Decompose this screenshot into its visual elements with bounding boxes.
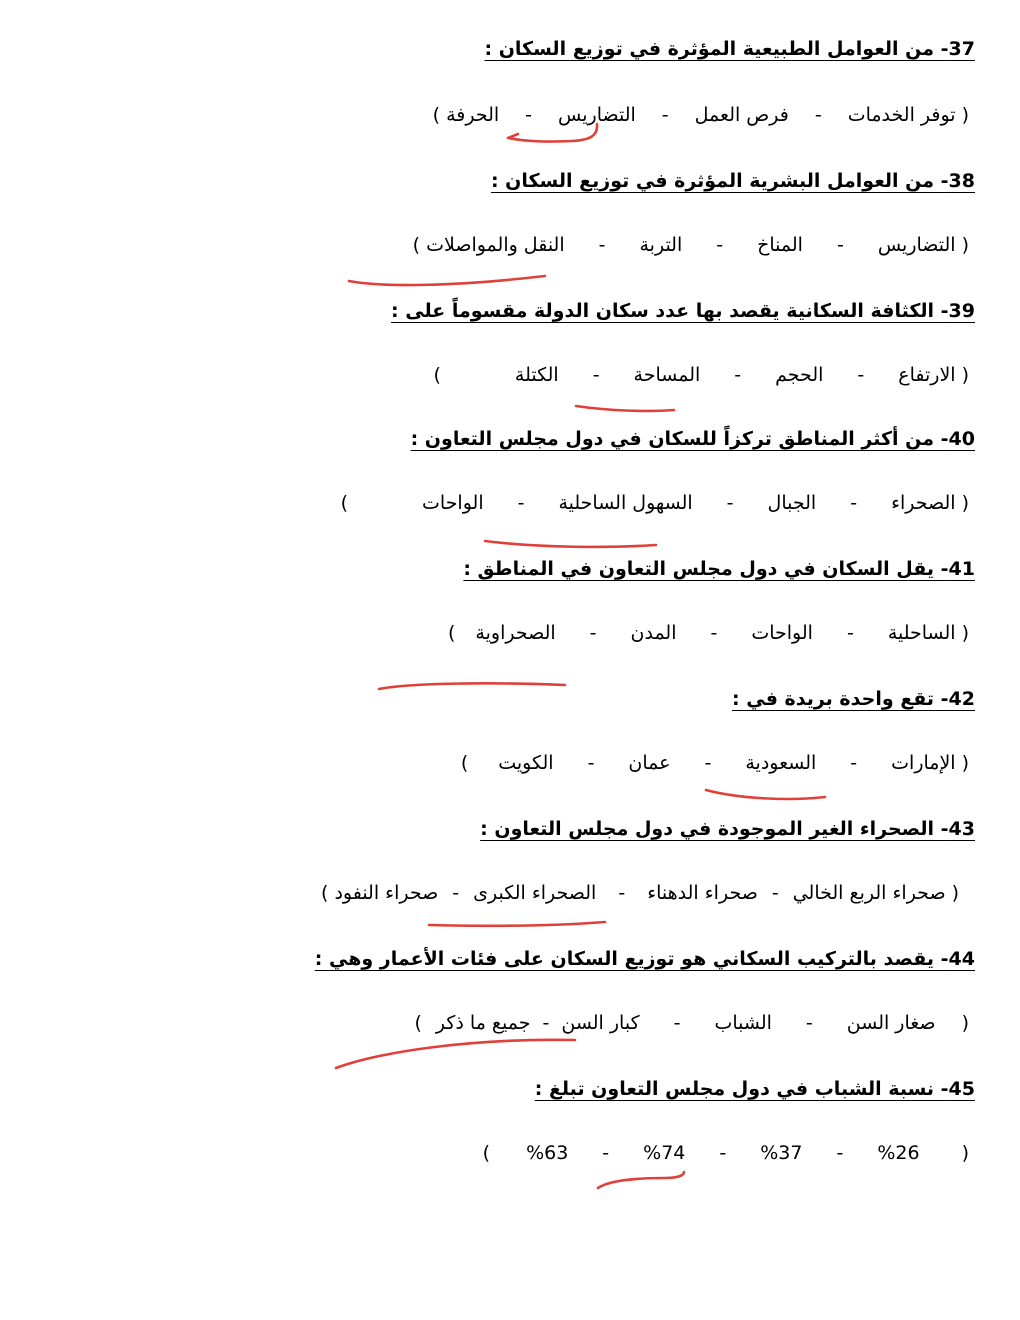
option-42-d[interactable]: الكويت [498, 752, 554, 774]
option-44-c[interactable]: كبار السن [561, 1012, 640, 1034]
answer-mark-37 [508, 124, 597, 142]
option-38-d[interactable]: النقل والمواصلات [426, 234, 565, 256]
option-37-d[interactable]: الحرفة [446, 104, 500, 126]
option-43-d[interactable]: صحراء النفود [334, 882, 439, 904]
option-40-c[interactable]: السهول الساحلية [558, 492, 693, 514]
options-40: ( الصحراء - الجبال - السهول الساحلية - الواحات ) [340, 492, 969, 514]
option-43-a[interactable]: صحراء الربع الخالي [792, 882, 946, 904]
option-39-d[interactable]: الكتلة [514, 364, 559, 386]
option-43-c[interactable]: الصحراء الكبرى [473, 882, 597, 904]
option-38-a[interactable]: التضاريس [877, 234, 956, 256]
question-41: 41- يقل السكان في دول مجلس التعاون في المناطق : [463, 558, 975, 580]
option-45-a[interactable]: %26 [877, 1142, 920, 1164]
option-39-b[interactable]: الحجم [775, 364, 824, 386]
option-43-b[interactable]: صحراء الدهناء [647, 882, 758, 904]
option-42-a[interactable]: الإمارات [891, 752, 956, 774]
option-37-c[interactable]: التضاريس [558, 104, 636, 126]
answer-mark-41 [379, 683, 565, 689]
option-44-b[interactable]: الشباب [714, 1012, 772, 1034]
option-40-a[interactable]: الصحراء [891, 492, 956, 514]
options-45: ( %26 - %37 - %74 - %63 ) [482, 1142, 969, 1164]
answer-mark-45 [598, 1172, 684, 1188]
answer-mark-44 [336, 1040, 575, 1068]
question-37: 37- من العوامل الطبيعية المؤثرة في توزيع السكان : [484, 38, 975, 60]
option-38-c[interactable]: التربة [639, 234, 683, 256]
question-38: 38- من العوامل البشرية المؤثرة في توزيع السكان : [490, 170, 975, 192]
question-45: 45- نسبة الشباب في دول مجلس التعاون تبلغ : [534, 1078, 975, 1100]
answer-mark-40 [485, 541, 656, 547]
question-42: 42- تقع واحدة بريدة في : [732, 688, 975, 710]
question-39: 39- الكثافة السكانية يقصد بها عدد سكان الدولة مقسوماً على : [391, 300, 975, 322]
question-43: 43- الصحراء الغير الموجودة في دول مجلس التعاون : [480, 818, 975, 840]
option-41-d[interactable]: الصحراوية [475, 622, 556, 644]
option-41-a[interactable]: الساحلية [887, 622, 956, 644]
option-37-b[interactable]: فرص العمل [694, 104, 789, 126]
option-38-b[interactable]: المناخ [757, 234, 803, 256]
options-44: ( صغار السن - الشباب - كبار السن - جميع ما ذكر ) [414, 1012, 969, 1034]
option-45-c[interactable]: %74 [643, 1142, 686, 1164]
option-44-a[interactable]: صغار السن [846, 1012, 936, 1034]
option-39-a[interactable]: الارتفاع [898, 364, 956, 386]
option-41-c[interactable]: المدن [630, 622, 677, 644]
option-37-a[interactable]: توفر الخدمات [847, 104, 956, 126]
answer-mark-39 [576, 406, 674, 411]
options-41: ( الساحلية - الواحات - المدن - الصحراوية ) [448, 622, 969, 644]
option-40-b[interactable]: الجبال [767, 492, 817, 514]
options-38: ( التضاريس - المناخ - التربة - النقل والمواصلات ) [412, 234, 969, 256]
option-42-c[interactable]: عمان [628, 752, 671, 774]
option-39-c[interactable]: المساحة [633, 364, 701, 386]
options-42: ( الإمارات - السعودية - عمان - الكويت ) [460, 752, 969, 774]
option-42-b[interactable]: السعودية [745, 752, 817, 774]
option-40-d[interactable]: الواحات [422, 492, 484, 514]
question-40: 40- من أكثر المناطق تركزاً للسكان في دول مجلس التعاون : [410, 428, 975, 450]
answer-mark-43 [429, 922, 605, 926]
answer-mark-38 [349, 276, 545, 285]
answer-mark-42 [706, 790, 825, 799]
option-45-d[interactable]: %63 [526, 1142, 569, 1164]
option-44-d[interactable]: جميع ما ذكر [435, 1012, 531, 1034]
question-44: 44- يقصد بالتركيب السكاني هو توزيع السكان على فئات الأعمار وهي : [314, 948, 975, 970]
options-39: ( الارتفاع - الحجم - المساحة - الكتلة ) [433, 364, 969, 386]
options-43: ( صحراء الربع الخالي - صحراء الدهناء - الصحراء الكبرى - صحراء النفود ) [321, 882, 959, 904]
option-41-b[interactable]: الواحات [751, 622, 813, 644]
options-37: ( توفر الخدمات - فرص العمل - التضاريس - الحرفة ) [432, 104, 969, 126]
option-45-b[interactable]: %37 [760, 1142, 803, 1164]
